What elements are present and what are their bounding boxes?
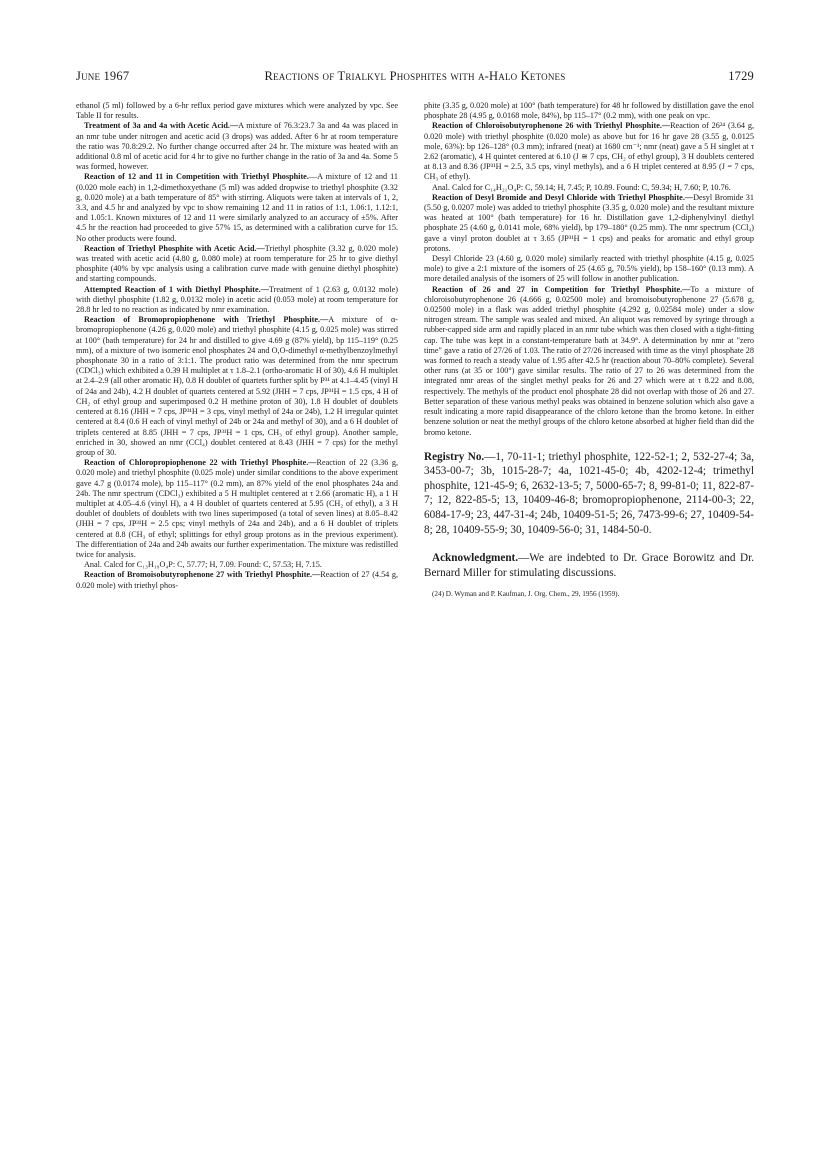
acknowledgment-heading: Acknowledgment.: [432, 552, 519, 565]
paragraph: [424, 183, 754, 193]
paragraph-text: Reaction of 27 (4.54 g, 0.020 mole) with triethyl phos-: [76, 570, 398, 590]
paragraph-text: A mixture of 76.3:23.7 3a and 4a was placed in an nmr tube under nitrogen and acetic acid (3 drops) was added. After 6 hr at room temperature the ratio was 70.8:29.2. No further change occurred after 24 hr. The mixture was heated with an additional 0.8 ml of acetic acid for 4 hr to give no further change in the ratio of 3a and 4a. Some 5 was formed, however.: [76, 121, 398, 172]
paragraph-text: Triethyl phosphite (3.32 g, 0.020 mole) was treated with acetic acid (4.80 g, 0.080 mole) at room temperature for 25 hr to give diethyl phosphite (40% by vpc analysis using a calibration curve made with genuine diethyl phosphite) and starting compounds.: [76, 243, 398, 284]
registry-heading: Registry No.: [424, 450, 485, 463]
paragraph: [76, 570, 398, 590]
paragraph-text: Reaction of 26²⁴ (3.64 g, 0.020 mole) with triethyl phosphite (0.020 mole) as above but for 16 hr gave 28 (3.55 g, 0.0125 mole, 63%): bp 126–128° (0.3 mm); infrared (neat) at 1680 cm⁻¹; nmr (neat) gave a 5 H singlet at τ 2.62 (aromatic), 4 H quintet centered at 6.10 (J ≅ 7 cps, CH₂ of ethyl group), 3 H doublets centered at 8.13 and 8.36 (JP³¹H = 2.5, 3.5 cps, vinyl methyls), and a 6 H triplet centered at 8.95 (J = 7 cps, CH₃ of ethyl).: [424, 121, 754, 182]
section-heading: Reaction of 26 and 27 in Competition for Triethyl Phosphite.—: [432, 284, 691, 294]
paragraph: [424, 285, 754, 438]
registry-text: —1, 70-11-1; triethyl phosphite, 122-52-1; 2, 532-27-4; 3a, 3453-00-7; 3b, 1015-28-7; 4a, 1021-45-0; 4b, 4202-12-4; trimethyl phosphite, 121-45-9; 6, 2632-13-5; 7, 5000-65-7; 8, 99-81-0; 11, 822-87-7; 12, 822-85-5; 13, 10409-46-8; bromopropiophenone, 2114-00-3; 22, 6084-17-9; 23, 447-31-4; 24b, 10409-51-5; 26, 7473-99-6; 27, 10409-54-8; 28, 10409-55-9; 30, 10409-56-0; 31, 1484-50-0.: [424, 450, 755, 536]
section-heading: Reaction of Desyl Bromide and Desyl Chloride with Triethyl Phosphite.—: [432, 192, 694, 202]
page-number: 1729: [728, 69, 754, 83]
registry-numbers: [424, 450, 754, 538]
paragraph-text: Reaction of 22 (3.36 g, 0.020 mole) and triethyl phosphite (0.025 mole) under similar conditions to the above experiment gave 4.7 g (0.0174 mole), bp 115–117° (0.2 mm), an 87% yield of the enol phosphates 24a and 24b. The nmr spectrum (CDCl₃) exhibited a 5 H multiplet centered at τ 2.66 (aromatic H), a 1 H multiplet at 4.05–4.6 (vinyl H), a 4 H doublet of quartets centered at 5.95 (CH₂ of ethyl), a 3 H doublet of doublets of doublets with two lines superimposed (a total of seven lines) at 8.05–8.42 (JHH = 7 cps, JP³¹H = 2.5 cps; vinyl methyls of 24a and 24b), and a 6 H doublet of triplets centered at 8.8 (CH₃ of ethyl; splittings for ethyl group protons as in the previous experiment). The differentiation of 24a and 24b awaits our further experimentation. The mixture was redistilled twice for analysis.: [76, 458, 398, 559]
left-column: [76, 101, 398, 591]
right-column: [424, 101, 754, 599]
paragraph-text: phite (3.35 g, 0.020 mole) at 100° (bath temperature) for 48 hr followed by distillation gave the enol phosphate 28 (4.95 g, 0.0168 mole, 84%), bp 115–17° (0.2 mm), with one peak on vpc.: [424, 101, 754, 121]
right-column-paragraphs: [424, 101, 754, 438]
running-header: [76, 69, 754, 87]
paragraph-text: Desyl Bromide 31 (5.50 g, 0.0207 mole) was added to triethyl phosphite (3.35 g, 0.020 mole) and the resultant mixture was heated at 100° (bath temperature) for 16 hr. Distillation gave 1,2-diphenylvinyl diethyl phosphate 25 (4.60 g, 0.0141 mole, 68% yield), bp 179–180° (0.25 mm). The nmr spectrum (CCl₄) gave a vinyl proton doublet at τ 3.65 (JP³¹H = 1 cps) and peaks for aromatic and ethyl group protons.: [424, 192, 754, 253]
paragraph: [76, 458, 398, 560]
paragraph: [76, 121, 398, 172]
section-heading: Reaction of Chloroisobutyrophenone 26 with Triethyl Phosphite.—: [432, 121, 671, 131]
paragraph-text: Treatment of 1 (2.63 g, 0.0132 mole) with diethyl phosphite (1.82 g, 0.0132 mole) in acetic acid (0.053 mole) at room temperature for 28.8 hr led to no reaction as indicated by nmr examination.: [76, 284, 399, 315]
paragraph: [76, 244, 398, 285]
paragraph: [424, 193, 754, 254]
section-heading: Reaction of Chloropropiophenone 22 with Triethyl Phosphite.—: [84, 458, 317, 468]
header-date: June 1967: [76, 69, 130, 83]
section-heading: Reaction of 12 and 11 in Competition with Triethyl Phosphite.: [84, 172, 309, 182]
acknowledgment: [424, 551, 754, 580]
section-heading: Reaction of Bromopropiophenone with Triethyl Phosphite.—: [84, 315, 329, 325]
section-heading: Treatment of 3a and 4a with Acetic Acid.—: [84, 121, 239, 131]
paragraph: [424, 121, 754, 182]
paragraph-text: To a mixture of chloroisobutyrophenone 26 (4.666 g, 0.02500 mole) and bromoisobutyrophenone 27 (5.678 g, 0.02500 mole) in a flask was added triethyl phosphite (4.292 g, 0.02584 mole) under a slow nitrogen stream. The sample was sealed and mixed. An aliquot was removed by syringe through a rubber-capped side arm and rapidly placed in an nmr tube which was then closed with a tight-fitting cap. The tube was kept in a constant-temperature bath at 34.9°. A determination by nmr at "zero time" gave a ratio of 27/26 of 1.03. The ratio of 27/26 increased with time as the vinyl phosphate 28 was formed to reach a steady value of 1.95 after 42.5 hr (reaction about 70–80% complete). Several other runs (at 35 or 100°) gave similar results. The ratio of 27 to 26 was determined from the integrated nmr areas of the singlet methyl peaks for 26 and 27 which were at τ 8.22 and 8.08, respectively. The methyls of the product enol phosphate 28 did not overlap with those of 26 and 27. Better separation of these various methyl peaks was obtained in benzene solution which also gave a result indicating a more rapid disappearance of the chloro ketone than the bromo ketone. In either benzene solution or neat the methyl groups of the chloro ketone absorbed at higher field than did the bromo ketone.: [424, 284, 754, 437]
paragraph: [76, 172, 398, 243]
acknowledgment-text: —We are indebted to Dr. Grace Borowitz and Dr. Bernard Miller for stimulating discussions.: [424, 552, 754, 579]
paragraph: [76, 560, 398, 570]
analysis-text: Anal. Calcd for C₁₄H₂₁O₄P: C, 59.14; H, 7.45; P, 10.89. Found: C, 59.34; H, 7.60; P, 10.76.: [432, 182, 731, 192]
paragraph: [76, 315, 398, 458]
paragraph-text: ethanol (5 ml) followed by a 6-hr reflux period gave mixtures which were analyzed by vpc. See Table II for results.: [76, 101, 398, 121]
footnote-24: (24) D. Wyman and P. Kaufman, J. Org. Chem., 29, 1956 (1959).: [432, 590, 620, 599]
analysis-text: Anal. Calcd for C₁₃H₁₉O₄P: C, 57.77; H, 7.09. Found: C, 57.53; H, 7.15.: [84, 560, 322, 570]
paragraph: [424, 101, 754, 121]
section-heading: Reaction of Triethyl Phosphite with Acetic Acid.—: [84, 243, 265, 253]
paragraph: [76, 285, 398, 316]
section-heading: Attempted Reaction of 1 with Diethyl Phosphite.—: [84, 284, 269, 294]
paragraph-text: A mixture of α-bromopropiophenone (4.26 g, 0.020 mole) and triethyl phosphite (4.15 g, 0.025 mole) was stirred at 100° (bath temperature) for 24 hr and distilled to give 4.69 g (87% yield), bp 115–119° (0.25 mm), of a mixture of two isomeric enol phosphates 24 and O,O-dimethyl α-methylbenzoylmethyl phosphonate 30 in a ratio of 3:1:1. The product ratio was determined from the nmr spectrum (CDCl₃) which exhibited a 0.39 H multiplet at τ 1.8–2.1 (ortho-aromatic H of 30), 4.6 H multiplet at 2.4–2.9 (all other aromatic H), 0.8 H doublet of quartets further split by P³¹ at 4.1–4.45 (vinyl H of 24a and 24b), 4.2 H doublet of quartets centered at 5.92 (JHH = 7 cps, JP³¹H = 1.5 cps, 4 H of CH₂ of ethyl group and superimposed 0.2 H methine proton of 30), 1.8 H doublet of doublets centered at 8.16 (JHH = 7 cps, JP³¹H = 3 cps, vinyl methyl of 24a or 24b), 1.2 H irregular quintet centered at 8.4 (0.6 H each of vinyl methyl of 24b or 24a and methyl of 30), and a 6 H doublet of triplets centered at 8.85 (JHH = 7 cps, JP³¹H = 1 cps, CH₃ of ethyl group). Another sample, enriched in 30, showed an nmr (CCl₄) doublet centered at 8.43 (JHH = 7 cps) for the methyl group of 30.: [76, 315, 398, 457]
paragraph-text: Desyl Chloride 23 (4.60 g, 0.020 mole) similarly reacted with triethyl phosphite (4.15 g, 0.025 mole) to give a 2:1 mixture of the isomers of 25 (4.65 g, 70.5% yield), bp 158–160° (0.13 mm). A more detailed analysis of the isomers of 25 will follow in another publication.: [424, 254, 754, 284]
paragraph: [424, 254, 754, 285]
paragraph: [76, 101, 398, 121]
header-title: Reactions of Trialkyl Phosphites with α-Halo Ketones: [264, 69, 566, 83]
section-heading: Reaction of Bromoisobutyrophenone 27 with Triethyl Phosphite.—: [84, 570, 321, 580]
paragraph-text: —A mixture of 12 and 11 (0.020 mole each) in 1,2-dimethoxyethane (5 ml) was added dropwise to triethyl phosphite (3.32 g, 0.020 mole) at a bath temperature of 85° with stirring. Aliquots were taken at intervals of 1, 2, 3.3, and 4.5 hr and analyzed by vpc to show remaining 12 and 11 in ratios of 1:1, 1.06:1, 1.12:1, and 1.05:1. Known mixtures of 12 and 11 were similarly analyzed to an accuracy of ±5%. After 4.5 hr the reaction had proceeded to give 57% 15, as determined with a calibration curve for 15. No other products were found.: [76, 172, 398, 243]
